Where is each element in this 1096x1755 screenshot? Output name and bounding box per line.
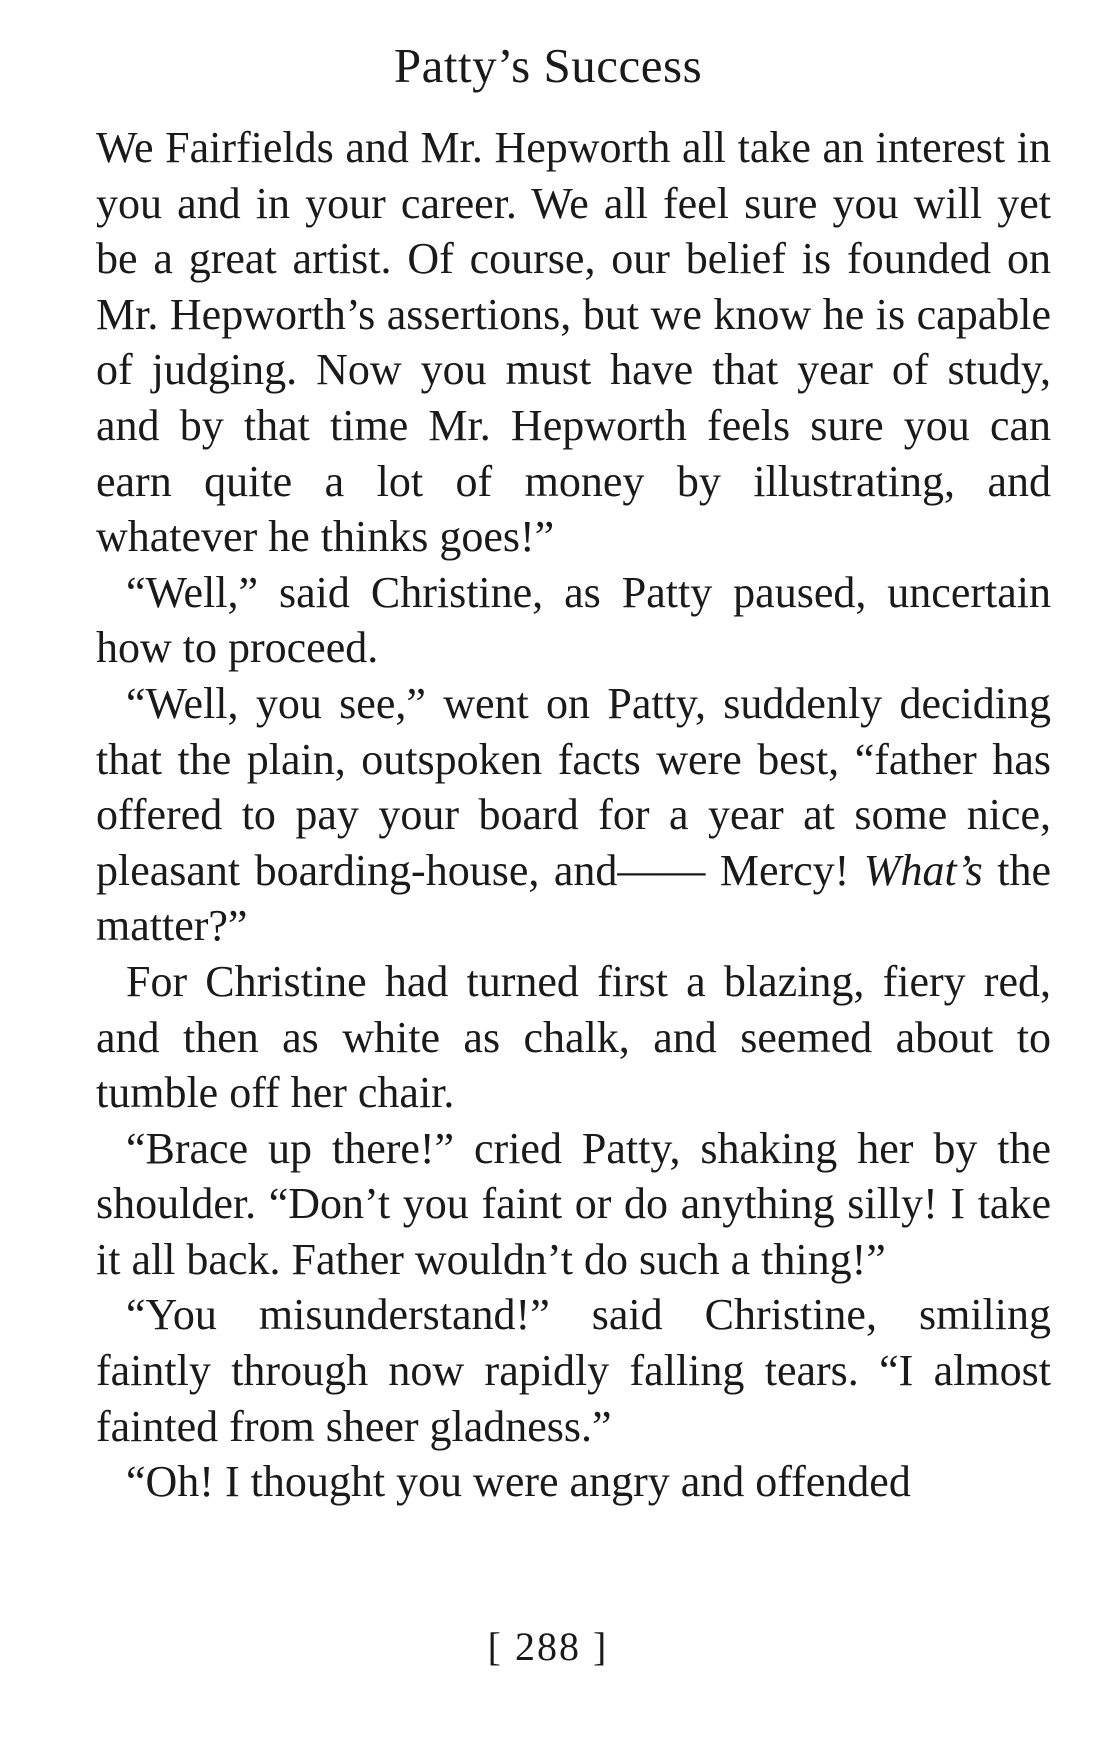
paragraph-6: “You misunderstand!” said Christine, smiling faintly through now rapidly falling tears. “I almost fainted from sheer gladness.” <box>96 1290 1051 1451</box>
paragraph-2: “Well,” said Christine, as Patty paused, uncertain how to proceed. <box>96 567 1051 673</box>
paragraph-3 <box>96 676 1051 954</box>
paragraph-4: For Christine had turned first a blazing, fiery red, and then as white as chalk, and seemed about to tumble off her chair. <box>96 956 1051 1118</box>
paragraph-1: We Fairfields and Mr. Hepworth all take an interest in you and in your career. We all feel sure you will yet be a great artist. Of course, our belief is founded on Mr. Hepworth’s assertions, but we know he is capable of judging. Now you must have that year of study, and by that time Mr. Hepworth feels sure you can earn quite a lot of money by illustrating, and whatever he thinks goes!” <box>96 123 1051 562</box>
paragraph-7: “Oh! I thought you were angry and offended <box>126 1457 911 1507</box>
paragraph-5: “Brace up there!” cried Patty, shaking her by the shoulder. “Don’t you faint or do anything silly! I take it all back. Father wouldn’t do such a thing!” <box>96 1123 1051 1284</box>
paragraph-3-tail: the matter?” <box>96 845 1052 951</box>
paragraph-3-emphasis: What’s <box>863 845 983 895</box>
page-number: [ 288 ] <box>487 1624 609 1669</box>
paragraph-3-text: “Well, you see,” went on Patty, suddenly deciding that the plain, outspoken facts were best, “father has offered to pay your board for a year at some nice, pleasant boarding-house, and—— Mercy! <box>96 678 1051 895</box>
running-head: Patty’s Success <box>393 38 703 93</box>
body-text <box>96 120 1051 1510</box>
